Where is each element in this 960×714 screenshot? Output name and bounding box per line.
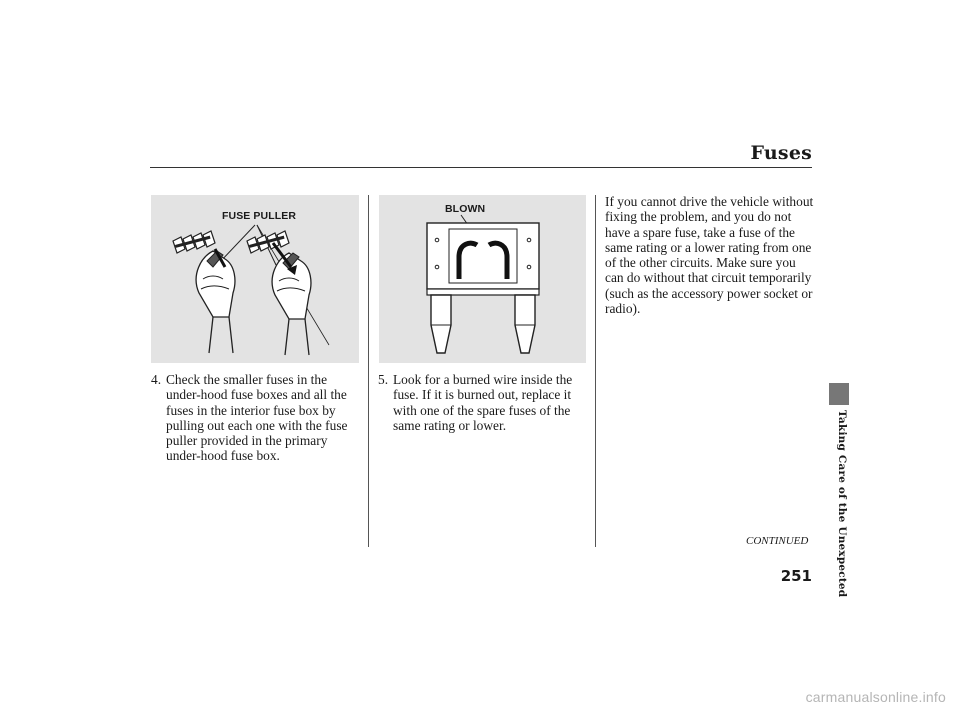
page-title: Fuses [750, 142, 812, 164]
watermark: carmanualsonline.info [805, 689, 946, 705]
step-5 [378, 372, 588, 433]
column-divider-2 [595, 195, 596, 547]
blown-fuse-illustration [379, 195, 586, 363]
step-number: 5. [378, 372, 389, 387]
fuse-puller-figure [151, 195, 359, 363]
step-text: Look for a burned wire inside the fuse. If it is burned out, replace it with one of the spare fuses of the same rating or lower. [393, 372, 573, 433]
step-4 [151, 372, 361, 464]
section-side-label: Taking Care of the Unexpected [836, 410, 848, 598]
continued-marker: CONTINUED [746, 535, 809, 547]
blown-label: BLOWN [445, 203, 486, 215]
fuse-puller-label: FUSE PULLER [222, 210, 297, 222]
page-number: 251 [780, 567, 812, 585]
fuse-puller-illustration [151, 195, 359, 363]
blown-fuse-figure [379, 195, 586, 363]
note-paragraph: If you cannot drive the vehicle without fixing the problem, and you do not have a spare fuse, take a fuse of the same rating or a lower rating from one of the other circuits. Make sure you can do without that circuit temporarily (such as the accessory power socket or radio). [605, 194, 814, 317]
header-rule [150, 167, 812, 168]
column-divider-1 [368, 195, 369, 547]
section-tab [829, 383, 849, 405]
step-text: Check the smaller fuses in the under-hood fuse boxes and all the fuses in the interior fuse box by pulling out each one with the fuse puller provided in the primary under-hood fuse box. [166, 372, 348, 464]
step-number: 4. [151, 372, 162, 387]
